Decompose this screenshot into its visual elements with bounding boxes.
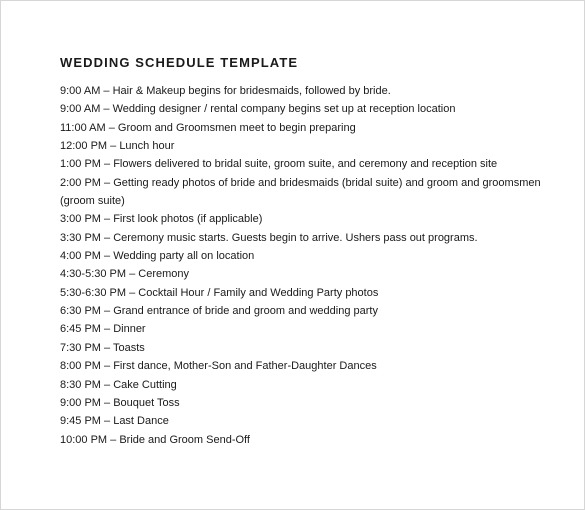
schedule-item: 6:30 PM – Grand entrance of bride and groom and wedding party [60, 305, 378, 318]
schedule-item: 9:00 AM – Wedding designer / rental company begins set up at reception location [60, 103, 456, 116]
schedule-item: 3:30 PM – Ceremony music starts. Guests begin to arrive. Ushers pass out programs. [60, 231, 478, 244]
schedule-item: 1:00 PM – Flowers delivered to bridal suite, groom suite, and ceremony and reception site [60, 158, 498, 171]
document-title: WEDDING SCHEDULE TEMPLATE [60, 55, 299, 70]
schedule-item: 11:00 AM – Groom and Groomsmen meet to begin preparing [60, 121, 356, 134]
schedule-item: 2:00 PM – Getting ready photos of bride and bridesmaids (bridal suite) and groom and groomsmen (groom suite) [60, 176, 541, 208]
schedule-item: 8:00 PM – First dance, Mother-Son and Father-Daughter Dances [60, 360, 377, 373]
schedule-list [60, 82, 560, 449]
schedule-item: 5:30-6:30 PM – Cocktail Hour / Family and Wedding Party photos [60, 286, 379, 299]
schedule-item: 3:00 PM – First look photos (if applicable) [60, 213, 263, 226]
schedule-item: 6:45 PM – Dinner [60, 323, 146, 336]
schedule-item: 12:00 PM – Lunch hour [60, 140, 175, 153]
schedule-item: 7:30 PM – Toasts [60, 341, 145, 354]
schedule-item: 9:45 PM – Last Dance [60, 415, 169, 428]
schedule-item: 4:00 PM – Wedding party all on location [60, 250, 255, 263]
schedule-item: 9:00 AM – Hair & Makeup begins for bridesmaids, followed by bride. [60, 85, 391, 97]
schedule-item: 8:30 PM – Cake Cutting [60, 378, 177, 391]
schedule-item: 4:30-5:30 PM – Ceremony [60, 268, 190, 281]
schedule-item: 9:00 PM – Bouquet Toss [60, 396, 180, 409]
schedule-item: 10:00 PM – Bride and Groom Send-Off [60, 433, 250, 446]
